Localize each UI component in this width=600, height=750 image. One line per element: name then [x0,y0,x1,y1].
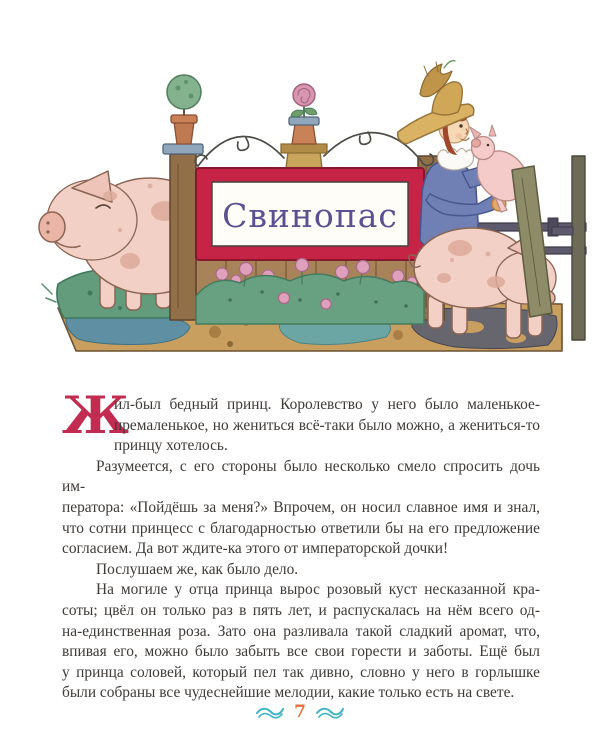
topiary-pot [163,75,203,154]
illustration [0,8,600,360]
drop-cap: Ж [62,386,129,446]
text-line: соты; цвёл он только раз в пять лет, и распускалась на нём всего од- [62,601,540,619]
ruffle-collar [437,149,473,171]
sign-text: Свинопас [222,196,398,235]
wave-ornament-icon [255,706,285,719]
text-line: На могиле у отца принца вырос розовый куст несказанной кра- [96,581,540,599]
text-line: что сотни принцесс с благодарностью ответили бы на его предложение [62,519,540,537]
text-line: принцу хотелось. [114,437,228,455]
paragraph-4 [62,580,540,704]
wave-ornament-icon [315,706,345,719]
text-line: Послушаем же, как было дело. [96,560,299,578]
fence-post-left [170,154,196,320]
text-line: ил-был бедный принц. Королевство у него было маленькое- [114,396,540,413]
story-text [62,386,540,704]
page-footer [0,702,600,722]
text-line: были собраны все чудеснейшие мелодии, какие только есть на свете. [62,684,515,702]
paragraph-1 [62,386,540,457]
text-line: премаленькое, но жениться всё-таки было можно, а жениться-то [114,416,540,434]
text-line: согласием. Да вот ждите-ка этого от императорской дочки! [62,540,449,558]
paragraph-3 [62,560,540,581]
page-number: 7 [294,702,306,722]
text-line: ператора: «Пойдёшь за меня?» Впрочем, он носил славное имя и знал, [62,498,540,516]
paragraph-2 [62,457,540,560]
text-line: впивая его, можно было забыть все свои горести и заботы. Ещё был [62,643,540,661]
sign [196,168,424,260]
text-line: Разумеется, с его стороны было несколько смело спросить дочь им- [62,457,540,496]
text-line: у принца соловей, который пел так дивно, словно у него в горлышке [62,663,540,681]
text-line: на-единственная роза. Зато она разливала такой сладкий аромат, что, [62,622,540,640]
